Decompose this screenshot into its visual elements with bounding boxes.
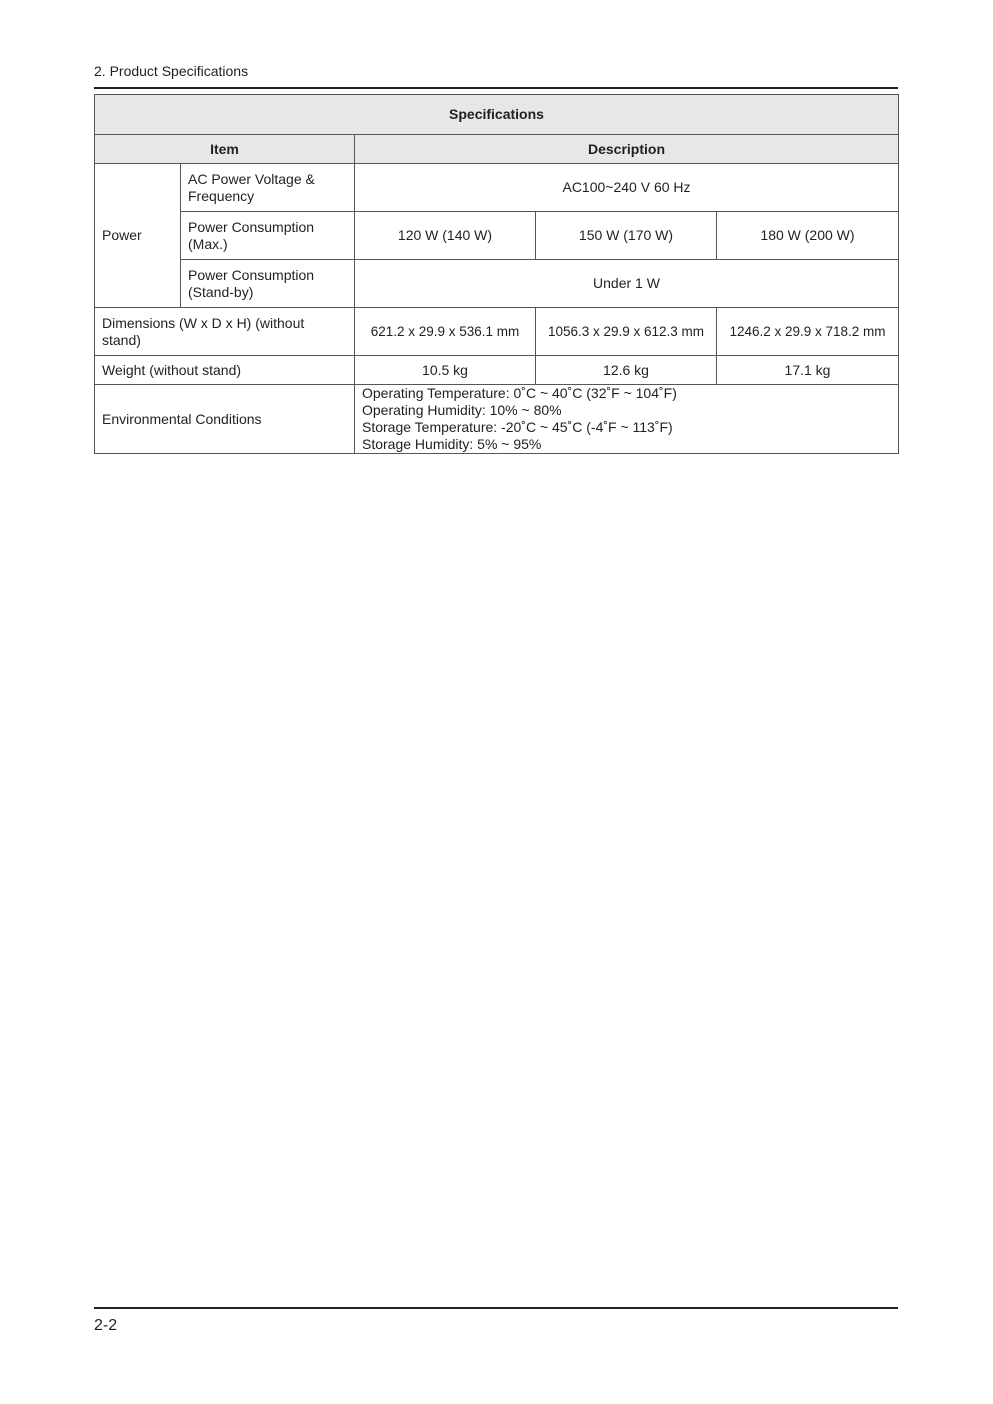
table-header-row [95,135,899,164]
ac-power-value: AC100~240 V 60 Hz [355,164,899,212]
specifications-table [94,94,899,454]
weight-label: Weight (without stand) [95,356,355,385]
environment-line: Operating Humidity: 10% ~ 80% [362,402,562,418]
dimensions-value: 1056.3 x 29.9 x 612.3 mm [536,308,717,356]
environment-label: Environmental Conditions [95,385,355,454]
power-max-value: 120 W (140 W) [355,212,536,260]
power-standby-value: Under 1 W [355,260,899,308]
dimensions-value: 621.2 x 29.9 x 536.1 mm [355,308,536,356]
dimensions-label: Dimensions (W x D x H) (without stand) [95,308,355,356]
power-max-value: 180 W (200 W) [717,212,899,260]
column-header-description: Description [355,135,899,164]
environment-line: Storage Humidity: 5% ~ 95% [362,436,542,452]
weight-value: 17.1 kg [717,356,899,385]
page-number: 2-2 [94,1317,118,1334]
table-row [95,308,899,356]
table-row [95,356,899,385]
power-max-label: Power Consumption (Max.) [181,212,355,260]
environment-line: Storage Temperature: -20˚C ~ 45˚C (-4˚F ~ 113˚F) [362,419,673,435]
table-title: Specifications [95,95,899,135]
weight-value: 12.6 kg [536,356,717,385]
ac-power-label: AC Power Voltage & Frequency [181,164,355,212]
power-max-value: 150 W (170 W) [536,212,717,260]
weight-value: 10.5 kg [355,356,536,385]
header-rule [94,87,898,89]
footer-rule [94,1307,898,1309]
section-title: 2. Product Specifications [94,63,249,79]
power-group-label: Power [95,164,181,308]
environment-values [355,385,899,454]
table-row [95,385,899,454]
table-row [95,164,899,212]
column-header-item: Item [95,135,355,164]
dimensions-value: 1246.2 x 29.9 x 718.2 mm [717,308,899,356]
table-row [95,212,899,260]
environment-line: Operating Temperature: 0˚C ~ 40˚C (32˚F ~ 104˚F) [362,385,677,401]
table-title-row [95,95,899,135]
table-row [95,260,899,308]
power-standby-label: Power Consumption (Stand-by) [181,260,355,308]
